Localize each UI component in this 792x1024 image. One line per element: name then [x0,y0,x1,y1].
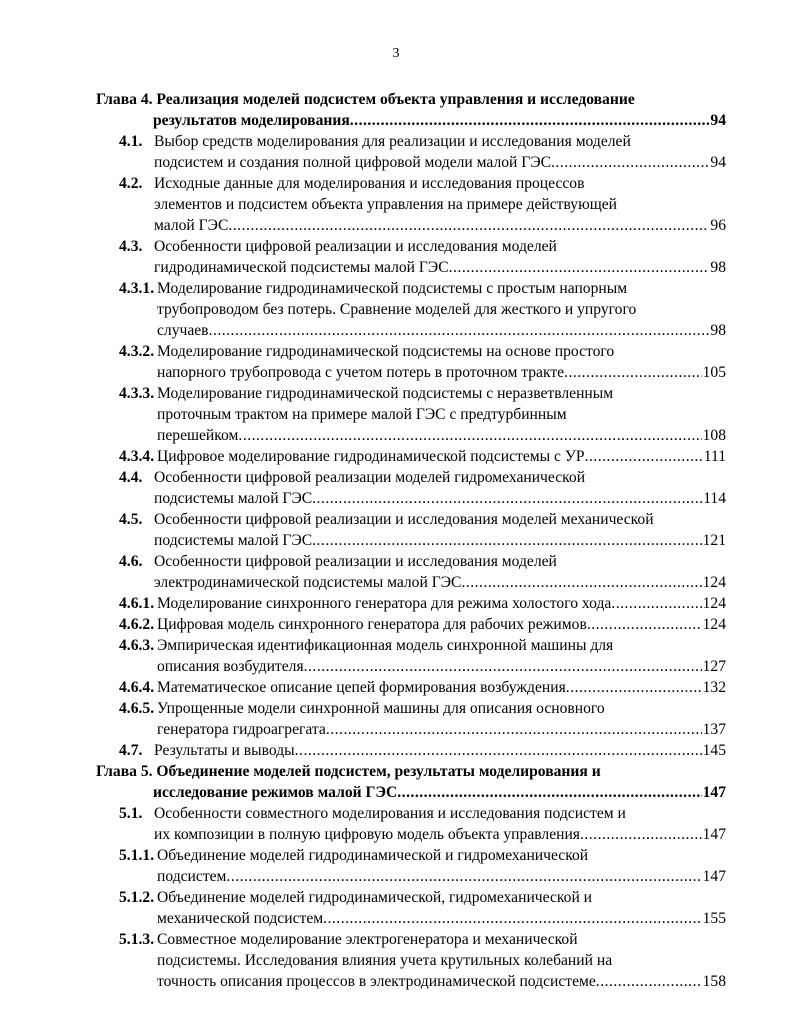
dot-leader [551,152,709,173]
dot-leader [350,110,710,131]
toc-entry-number: 4.3.2. [119,343,155,360]
toc-entry-number: 4.3.3. [119,385,155,402]
toc-entry-title-line: подсистем и создания полной цифровой модели малой ГЭС [154,154,552,171]
toc-entry-number: 4.6.1. [119,595,155,612]
toc-entry[interactable] [119,803,726,845]
toc-entry-title-line: Особенности совместного моделирования и исследования подсистем и [154,805,626,822]
toc-page-number: 98 [710,259,726,276]
dot-leader [566,677,702,698]
toc-entry-title-line: проточным трактом на примере малой ГЭС с предтурбинным [157,406,567,423]
toc-entry-title-line: электродинамической подсистемы малой ГЭС [154,574,462,591]
toc-page-number: 111 [703,448,726,465]
toc-entry-title-line: Особенности цифровой реализации моделей гидромеханической [154,469,586,486]
toc-page-number: 147 [702,868,726,885]
toc-entry-title-line: Моделирование гидродинамической подсистемы с простым напорным [157,280,628,297]
toc-entry[interactable] [119,887,726,929]
toc-page-number: 137 [702,721,726,738]
toc-entry-title-line: перешейком [157,427,239,444]
toc-entry-title-line: подсистемы малой ГЭС [154,532,313,549]
toc-entry[interactable] [119,383,726,446]
toc-entry-number: 4.3. [119,238,143,255]
toc-entry-title-line: случаев [157,322,209,339]
toc-page-number: 147 [702,784,726,801]
dot-leader [596,971,702,992]
toc-entry-title-line: гидродинамической подсистемы малой ГЭС [154,259,449,276]
toc-entry[interactable] [119,236,726,278]
toc-entry-title-line: Цифровая модель синхронного генератора для рабочих режимов [157,616,587,633]
dot-leader [461,572,701,593]
toc-page-number: 124 [702,574,726,591]
toc-entry-title-line: их композиции в полную цифровую модель объекта управления [154,826,580,843]
toc-entry-title-line: Моделирование гидродинамической подсистемы с неразветвленным [157,385,614,402]
dot-leader [226,866,701,887]
dot-leader [587,614,702,635]
toc-entry-title-line: подсистемы малой ГЭС [154,490,313,507]
toc-entry-title-line: результатов моделирования [153,112,350,129]
toc-entry-title-line: Результаты и выводы [154,742,295,759]
dot-leader [611,593,701,614]
toc-entry[interactable] [119,131,726,173]
toc-page-number: 132 [702,679,726,696]
dot-leader [326,719,702,740]
toc-entry[interactable] [96,89,726,131]
toc-page-number: 155 [702,910,726,927]
toc-entry-number: 5.1.1. [119,847,155,864]
toc-entry-number: 4.3.1. [119,280,155,297]
toc-entry-number: 5.1.3. [119,931,155,948]
toc-entry-title-line: элементов и подсистем объекта управления на примере действующей [154,196,618,213]
toc-entry[interactable] [119,173,726,236]
toc-entry[interactable] [119,551,726,593]
toc-entry[interactable] [119,341,726,383]
toc-entry-title-line: Особенности цифровой реализации и исследования моделей [154,238,557,255]
toc-entry-title-line: Моделирование гидродинамической подсистемы на основе простого [157,343,615,360]
toc-entry-title-line: малой ГЭС [154,217,229,234]
toc-entry[interactable] [96,761,726,803]
toc-entry-title-line: Совместное моделирование электрогенератора и механической [157,931,578,948]
toc-entry-title-line: исследование режимов малой ГЭС [153,784,398,801]
dot-leader [564,362,702,383]
toc-entry-number: 4.6. [119,553,143,570]
table-of-contents [96,89,726,992]
toc-entry[interactable] [119,698,726,740]
toc-entry-title-line: Моделирование синхронного генератора для режима холостого хода [157,595,612,612]
toc-entry-title-line: механической подсистем [157,910,324,927]
toc-page-number: 114 [703,490,726,507]
toc-entry-title-line: Выбор средств моделирования для реализации и исследования моделей [154,133,631,150]
dot-leader [209,320,710,341]
toc-entry-number: 5.1. [119,805,143,822]
toc-entry-title-line: подсистем [157,868,227,885]
toc-page-number: 98 [710,322,726,339]
toc-entry-number: 4.6.3. [119,637,155,654]
dot-leader [312,488,702,509]
toc-entry-title-line: подсистемы. Исследования влияния учета крутильных колебаний на [157,952,613,969]
dot-leader [228,215,709,236]
toc-entry-number: 4.6.2. [119,616,155,633]
toc-entry[interactable] [119,677,726,698]
toc-entry-number: 4.2. [119,175,143,192]
toc-entry[interactable] [119,509,726,551]
toc-entry-title-line: описания возбудителя [157,658,304,675]
toc-entry[interactable] [119,929,726,992]
toc-page-number: 121 [702,532,726,549]
toc-page-number: 105 [702,364,726,381]
toc-entry-title-line: Объединение моделей гидродинамической, гидромеханической и [157,889,593,906]
toc-page-number: 147 [702,826,726,843]
dot-leader [238,425,701,446]
toc-entry-title-line: точность описания процессов в электродинамической подсистеме [157,973,596,990]
toc-entry[interactable] [119,635,726,677]
toc-entry-title-line: напорного трубопровода с учетом потерь в проточном тракте [157,364,565,381]
toc-entry-title-line: Цифровое моделирование гидродинамической подсистемы с УР [157,448,585,465]
dot-leader [449,257,710,278]
toc-entry-title-line: Исходные данные для моделирования и исследования процессов [154,175,585,192]
toc-entry-title-line: Глава 5. Объединение моделей подсистем, результаты моделирования и [96,763,601,780]
toc-entry-number: 4.5. [119,511,143,528]
toc-page-number: 127 [702,658,726,675]
toc-entry-number: 4.4. [119,469,143,486]
toc-entry-title-line: трубопроводом без потерь. Сравнение моделей для жесткого и упругого [157,301,637,318]
toc-entry-title-line: Эмпирическая идентификационная модель синхронной машины для [157,637,614,654]
dot-leader [585,446,703,467]
toc-entry-title-line: Упрощенные модели синхронной машины для описания основного [157,700,605,717]
toc-entry-title-line: Объединение моделей гидродинамической и гидромеханической [157,847,589,864]
toc-entry-title-line: Особенности цифровой реализации и исследования моделей [154,553,557,570]
toc-page-number: 94 [710,112,726,129]
toc-entry-number: 4.6.4. [119,679,155,696]
toc-page-number: 145 [702,742,726,759]
toc-page-number: 124 [702,595,726,612]
toc-page-number: 124 [702,616,726,633]
toc-entry-title-line: Математическое описание цепей формирования возбуждения [157,679,566,696]
dot-leader [295,740,702,761]
page-number: 3 [392,46,400,61]
dot-leader [323,908,702,929]
toc-entry[interactable] [119,740,726,761]
toc-page-number: 158 [702,973,726,990]
toc-entry[interactable] [119,845,726,887]
toc-page-number: 96 [710,217,726,234]
toc-entry-number: 4.6.5. [119,700,155,717]
toc-entry[interactable] [119,614,726,635]
toc-entry-number: 4.1. [119,133,143,150]
dot-leader [312,530,701,551]
toc-entry[interactable] [119,467,726,509]
toc-page-number: 108 [702,427,726,444]
dot-leader [304,656,702,677]
toc-entry[interactable] [119,278,726,341]
toc-entry-number: 4.7. [119,742,143,759]
dot-leader [397,782,701,803]
toc-entry-title-line: Особенности цифровой реализации и исследования моделей механической [154,511,654,528]
toc-entry-number: 5.1.2. [119,889,155,906]
toc-entry[interactable] [119,446,726,467]
toc-entry-title-line: Глава 4. Реализация моделей подсистем объекта управления и исследование [96,91,635,108]
toc-entry[interactable] [119,593,726,614]
toc-entry-title-line: генератора гидроагрегата [157,721,326,738]
dot-leader [580,824,702,845]
toc-page-number: 94 [710,154,726,171]
toc-entry-number: 4.3.4. [119,448,155,465]
